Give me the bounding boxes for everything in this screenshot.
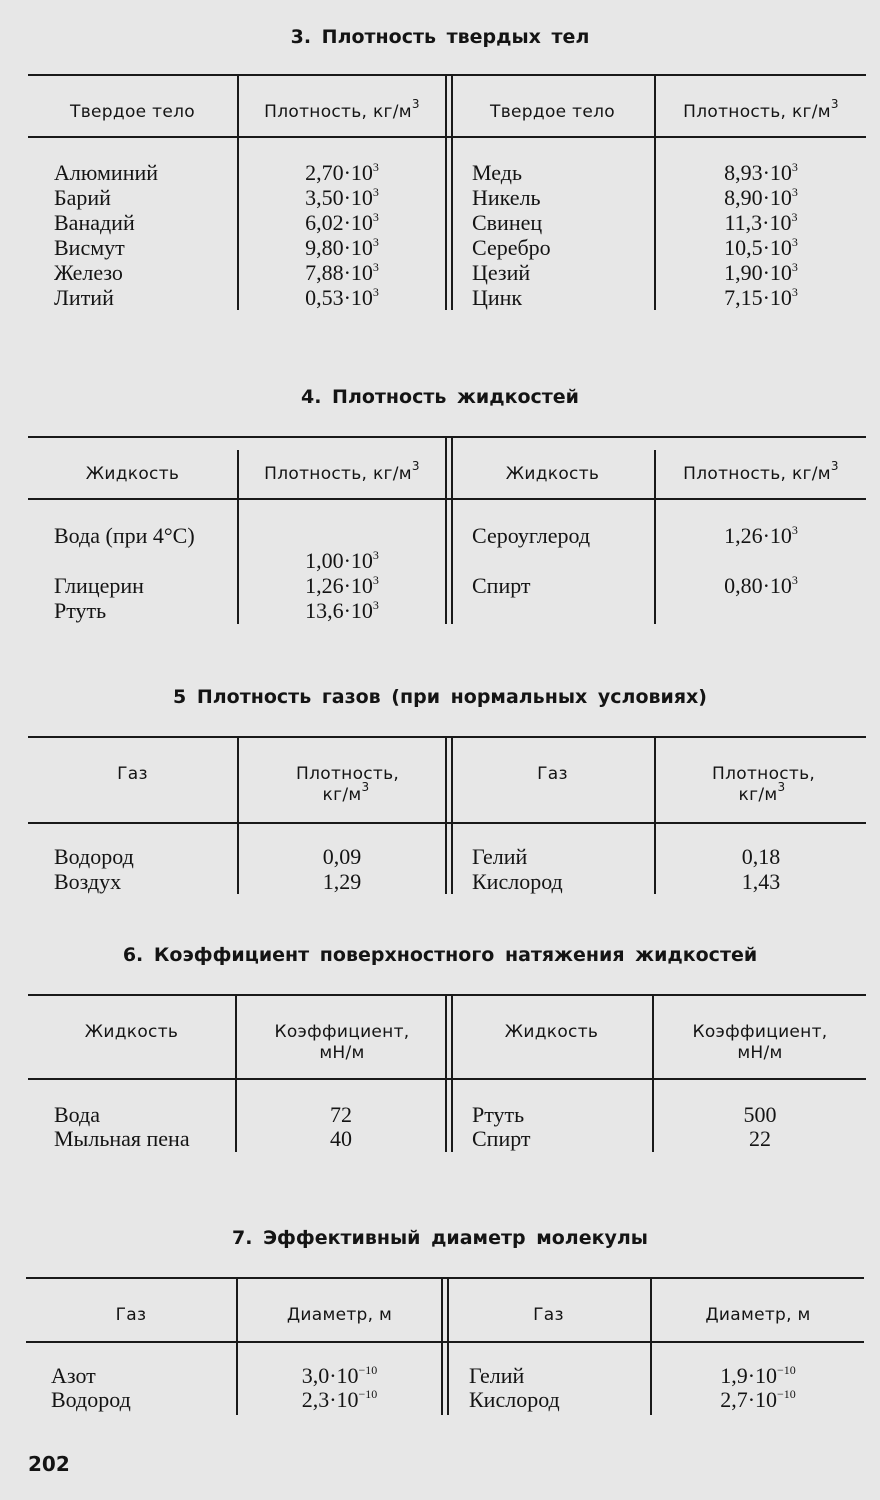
cell-value: $0,53\cdot 10^3$	[305, 285, 379, 310]
cell-value: 22	[749, 1126, 771, 1151]
cell-substance: Водород	[54, 844, 134, 869]
cell-substance: Воздух	[54, 869, 122, 894]
cell-value: $1,26\cdot 10^3$	[724, 523, 798, 548]
page-number: 202	[28, 1452, 70, 1476]
cell-value: $0,80\cdot 10^3$	[724, 573, 798, 598]
table-6-title: 6. Коэффициент поверхностного натяжения жидкостей	[122, 944, 758, 966]
col-header-diameter: Диаметр, м	[286, 1305, 393, 1325]
cell-substance: Гелий	[472, 844, 528, 869]
cell-substance: Азот	[51, 1363, 96, 1388]
col-header-liquid: Жидкость	[84, 1022, 179, 1042]
double-column-rule	[445, 736, 453, 894]
col-header-liquid: Жидкость	[85, 464, 180, 484]
col-header-density: Плотность, $кг/м^3$	[264, 97, 420, 122]
cell-substance: Спирт	[472, 1126, 531, 1151]
col-header-density: Плотность, $кг/м^3$	[683, 97, 839, 122]
cell-substance: Вода (при 4°С)	[54, 523, 195, 548]
table-4-title: 4. Плотность жидкостей	[300, 386, 579, 408]
cell-substance: Ванадий	[54, 210, 135, 235]
cell-substance: Висмут	[54, 235, 125, 260]
cell-substance: Алюминий	[54, 160, 159, 185]
cell-value: $1,26\cdot 10^3$	[305, 573, 379, 598]
cell-substance: Гелий	[469, 1363, 525, 1388]
cell-value: $2,3\cdot 10^{-10}$	[301, 1387, 378, 1412]
cell-substance: Железо	[54, 260, 123, 285]
cell-value: $3,0\cdot 10^{-10}$	[301, 1363, 378, 1388]
cell-substance: Цинк	[472, 285, 523, 310]
double-column-rule	[441, 1277, 449, 1415]
cell-value: $6,02\cdot 10^3$	[305, 210, 379, 235]
cell-substance: Сероуглерод	[472, 523, 591, 548]
cell-substance: Медь	[472, 160, 522, 185]
cell-value: 0,18	[741, 844, 781, 869]
cell-substance: Кислород	[472, 869, 563, 894]
table-3-title: 3. Плотность твердых тел	[290, 26, 590, 48]
double-column-rule	[445, 994, 453, 1152]
cell-value: 1,29	[322, 869, 362, 894]
col-header-density: Плотность, $кг/м^3$	[712, 764, 816, 805]
col-header-gas: Газ	[537, 764, 568, 784]
cell-substance: Вода	[54, 1102, 100, 1127]
col-header-coefficient: Коэффициент, мН/м	[274, 1022, 410, 1063]
cell-value: $1,00\cdot 10^3$	[305, 548, 379, 573]
cell-value: $3,50\cdot 10^3$	[305, 185, 379, 210]
cell-value: 1,43	[741, 869, 781, 894]
cell-substance: Мыльная пена	[54, 1126, 190, 1151]
cell-substance: Цезий	[472, 260, 531, 285]
col-header-density: Плотность, $кг/м^3$	[296, 764, 400, 805]
cell-value: $11,3\cdot 10^3$	[724, 210, 798, 235]
col-header-gas: Газ	[533, 1305, 564, 1325]
cell-value: $2,7\cdot 10^{-10}$	[720, 1387, 796, 1412]
col-header-coefficient: Коэффициент, мН/м	[692, 1022, 828, 1063]
cell-value: $7,88\cdot 10^3$	[305, 260, 379, 285]
cell-substance: Барий	[54, 185, 111, 210]
col-header-density: Плотность, $кг/м^3$	[264, 459, 420, 484]
table-5-title: 5 Плотность газов (при нормальных условиях)	[173, 686, 707, 708]
cell-value: $2,70\cdot 10^3$	[305, 160, 379, 185]
cell-substance: Свинец	[472, 210, 543, 235]
cell-substance: Ртуть	[472, 1102, 525, 1127]
col-header-solid: Твердое тело	[70, 102, 195, 122]
col-header-solid: Твердое тело	[490, 102, 615, 122]
col-header-liquid: Жидкость	[504, 1022, 599, 1042]
cell-value: $13,6\cdot 10^3$	[305, 598, 379, 623]
cell-value: $8,90\cdot 10^3$	[724, 185, 798, 210]
col-header-gas: Газ	[115, 1305, 147, 1325]
cell-value: $1,9\cdot 10^{-10}$	[720, 1363, 796, 1388]
cell-value: 72	[330, 1102, 352, 1127]
col-header-gas: Газ	[117, 764, 148, 784]
cell-substance: Кислород	[469, 1387, 560, 1412]
cell-value: $8,93\cdot 10^3$	[724, 160, 798, 185]
cell-value: $9,80\cdot 10^3$	[305, 235, 379, 260]
cell-value: $7,15\cdot 10^3$	[724, 285, 798, 310]
table-7-title: 7. Эффективный диаметр молекулы	[232, 1227, 648, 1249]
cell-substance: Никель	[472, 185, 541, 210]
cell-substance: Водород	[51, 1387, 131, 1412]
cell-substance: Литий	[54, 285, 114, 310]
cell-value: 0,09	[322, 844, 362, 869]
col-header-liquid: Жидкость	[505, 464, 600, 484]
cell-substance: Ртуть	[54, 598, 107, 623]
cell-value: 40	[330, 1126, 352, 1151]
cell-value: 500	[743, 1102, 777, 1127]
col-header-density: Плотность, $кг/м^3$	[683, 459, 839, 484]
cell-substance: Серебро	[472, 235, 551, 260]
col-header-diameter: Диаметр, м	[705, 1305, 811, 1325]
cell-substance: Спирт	[472, 573, 531, 598]
cell-value: $10,5\cdot 10^3$	[724, 235, 798, 260]
cell-substance: Глицерин	[54, 573, 144, 598]
cell-value: $1,90\cdot 10^3$	[724, 260, 798, 285]
